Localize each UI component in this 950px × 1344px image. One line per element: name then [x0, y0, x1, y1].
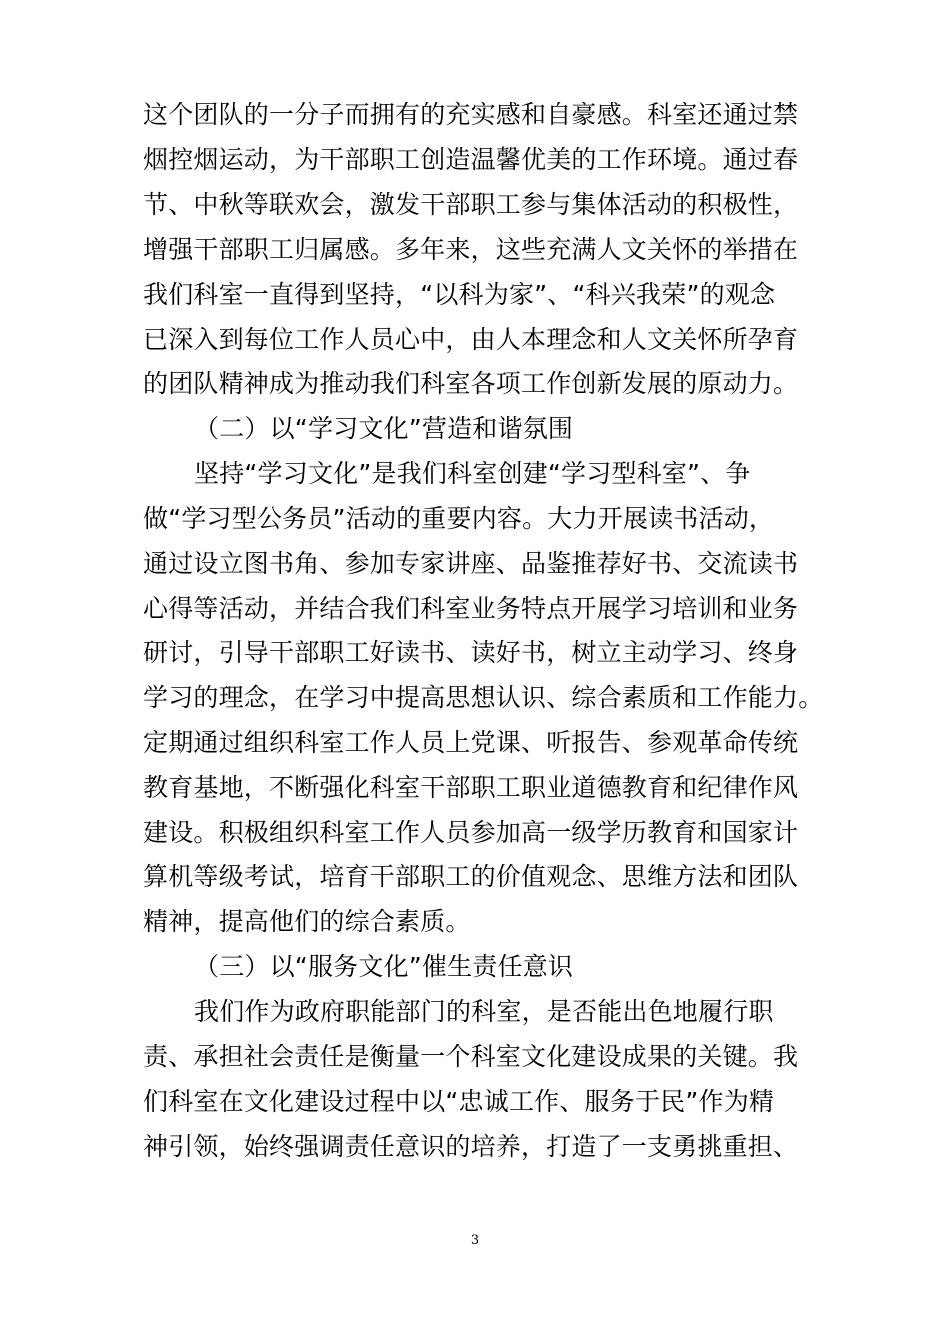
body-text-line: 神引领，始终强调责任意识的培养，打造了一支勇挑重担、: [143, 1132, 799, 1161]
body-text-line: 增强干部职工归属感。多年来，这些充满人文关怀的举措在: [143, 235, 799, 264]
body-text-line: 已深入到每位工作人员心中，由人本理念和人文关怀所孕育: [143, 325, 799, 354]
body-text-line: 责、承担社会责任是衡量一个科室文化建设成果的关键。我: [143, 1042, 799, 1071]
body-text-line: 的团队精神成为推动我们科室各项工作创新发展的原动力。: [143, 369, 799, 398]
body-text-line: 精神，提高他们的综合素质。: [143, 907, 471, 936]
section-heading-2: （二）以“学习文化”营造和谐氛围: [194, 414, 574, 443]
body-text-line: 教育基地，不断强化科室干部职工职业道德教育和纪律作风: [143, 773, 799, 802]
body-text-line: 们科室在文化建设过程中以“忠诚工作、服务于民”作为精: [143, 1087, 775, 1116]
body-text-line: 心得等活动，并结合我们科室业务特点开展学习培训和业务: [143, 594, 799, 623]
page-number: 3: [470, 1233, 480, 1248]
body-text-line: 算机等级考试，培育干部职工的价值观念、思维方法和团队: [143, 862, 799, 891]
body-text-line: 这个团队的一分子而拥有的充实感和自豪感。科室还通过禁: [143, 100, 799, 129]
body-text-line: 我们作为政府职能部门的科室，是否能出色地履行职: [194, 997, 774, 1026]
body-text-line: 我们科室一直得到坚持，“以科为家”、“科兴我荣”的观念: [143, 280, 776, 309]
body-text-line: 学习的理念，在学习中提高思想认识、综合素质和工作能力。: [143, 683, 824, 712]
section-heading-3: （三）以“服务文化”催生责任意识: [194, 952, 574, 981]
body-text-line: 烟控烟运动，为干部职工创造温馨优美的工作环境。通过春: [143, 145, 799, 174]
body-text-line: 节、中秋等联欢会，激发干部职工参与集体活动的积极性，: [143, 190, 799, 219]
body-text-line: 研讨，引导干部职工好读书、读好书，树立主动学习、终身: [143, 638, 799, 667]
body-text-line: 定期通过组织科室工作人员上党课、听报告、参观革命传统: [143, 728, 799, 757]
body-text-line: 做“学习型公务员”活动的重要内容。大力开展读书活动，: [143, 504, 775, 533]
body-text-line: 建设。积极组织科室工作人员参加高一级学历教育和国家计: [143, 818, 799, 847]
body-text-line: 通过设立图书角、参加专家讲座、品鉴推荐好书、交流读书: [143, 549, 799, 578]
body-text-line: 坚持“学习文化”是我们科室创建“学习型科室”、争: [194, 459, 751, 488]
